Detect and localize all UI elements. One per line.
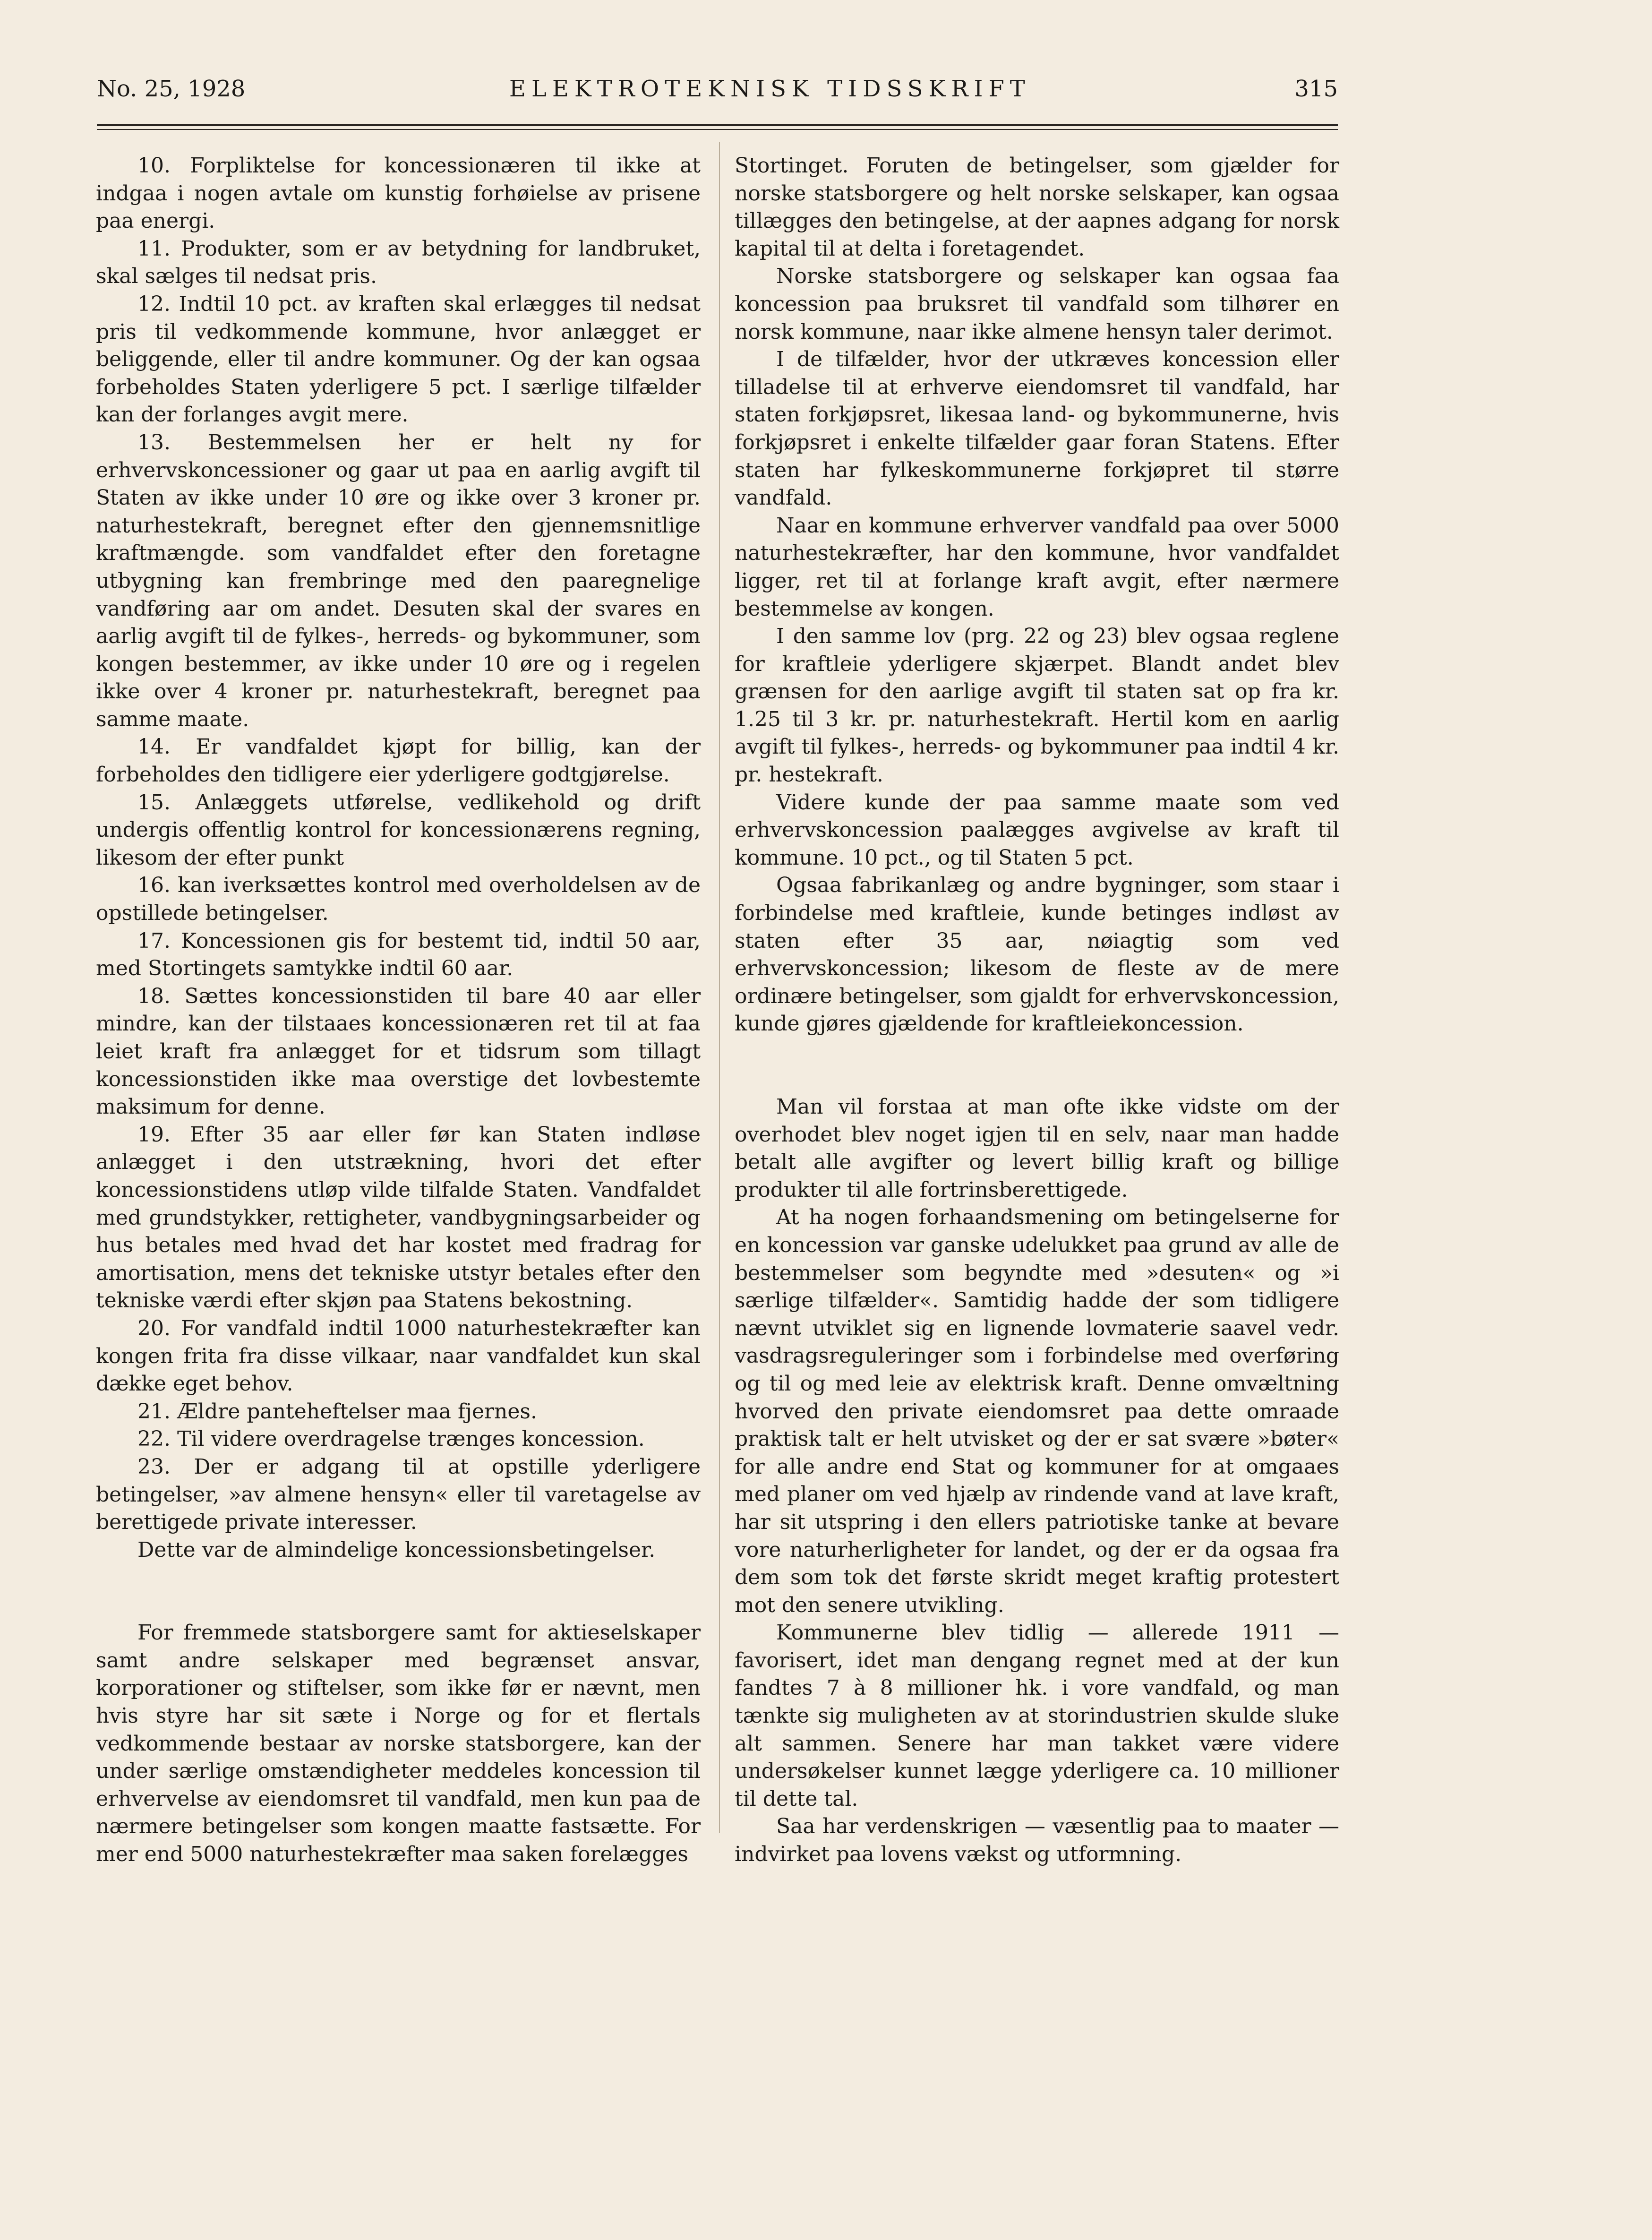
- page-number: 315: [1294, 76, 1338, 102]
- paragraph: 10. Forpliktelse for koncessionæren til ikke at indgaa i nogen avtale om kunstig forhøielse av prisene paa energi.: [96, 154, 701, 233]
- header-rule-thin: [97, 129, 1338, 130]
- paragraph: 15. Anlæggets utførelse, vedlikehold og drift undergis offentlig kontrol for koncessionærens regning, likesom der efter punkt: [96, 790, 701, 870]
- paragraph: I de tilfælder, hvor der utkræves koncession eller tilladelse til at erhverve eiendomsret til vandfald, har staten forkjøpsret, likesaa land- og bykommunerne, hvis forkjøpsret i enkelte tilfælder gaar foran Statens. Efter staten har fylkeskommunerne forkjøpret til større vandfald.: [735, 347, 1339, 510]
- paragraph: 11. Produkter, som er av betydning for landbruket, skal sælges til nedsat pris.: [96, 236, 701, 289]
- paragraph: 14. Er vandfaldet kjøpt for billig, kan der forbeholdes den tidligere eier yderligere godtgjørelse.: [96, 735, 701, 787]
- paragraph: 17. Koncessionen gis for bestemt tid, indtil 50 aar, med Stortingets samtykke indtil 60 aar.: [96, 928, 701, 981]
- paragraph: At ha nogen forhaandsmening om betingelserne for en koncession var ganske udelukket paa grund av alle de bestemmelser som begyndte med »desuten« og »i særlige tilfælder«. Samtidig hadde der som tidligere nævnt utviklet sig en lignende lovmaterie saavel vedr. vasdragsreguleringer som i forbindelse med overføring og til og med leie av elektrisk kraft. Denne omvæltning hvorved den private eiendomsret paa dette omraade praktisk talt er helt utvisket og der er sat svære »bøter« for alle andre end Stat og kommuner for at omgaaes med planer om ved hjælp av rindende vand at lave kraft, har sit utspring i den ellers patriotiske tanke at bevare vore naturherligheter for landet, og der er da ogsaa fra dem som tok det første skridt meget kraftig protestert mot den senere utvikling.: [735, 1205, 1339, 1617]
- running-header: [97, 76, 1338, 109]
- paragraph: 21. Ældre panteheftelser maa fjernes.: [137, 1399, 537, 1424]
- paragraph: 13. Bestemmelsen her er helt ny for erhvervskoncessioner og gaar ut paa en aarlig avgift til Staten av ikke under 10 øre og ikke over 3 kroner pr. naturhestekraft, beregnet efter den gjennemsnitlige kraftmængde. som vandfaldet efter den foretagne utbygning kan frembringe med den paaregnelige vandføring aar om andet. Desuten skal der svares en aarlig avgift til de fylkes-, herreds- og bykommuner, som kongen bestemmer, av ikke under 10 øre og i regelen ikke over 4 kroner pr. naturhestekraft, beregnet paa samme maate.: [96, 430, 701, 731]
- paragraph: 20. For vandfald indtil 1000 naturhestekræfter kan kongen frita fra disse vilkaar, naar vandfaldet kun skal dække eget behov.: [96, 1316, 701, 1396]
- paragraph: Dette var de almindelige koncessionsbetingelser.: [137, 1537, 656, 1562]
- paragraph: Man vil forstaa at man ofte ikke vidste om der overhodet blev noget igjen til en selv, naar man hadde betalt alle avgifter og levert billig kraft og billige produkter til alle fortrinsberettigede.: [735, 1095, 1339, 1202]
- paragraph: Ogsaa fabrikanlæg og andre bygninger, som staar i forbindelse med kraftleie, kunde betinges indløst av staten efter 35 aar, nøiagtig som ved erhvervskoncession; likesom de fleste av de mere ordinære betingelser, som gjaldt for erhvervskoncession, kunde gjøres gjældende for kraftleiekoncession.: [735, 873, 1339, 1036]
- paragraph: 16. kan iverksættes kontrol med overholdelsen av de opstillede betingelser.: [96, 873, 701, 926]
- paragraph: Videre kunde der paa samme maate som ved erhvervskoncession paalægges avgivelse av kraft til kommune. 10 pct., og til Staten 5 pct.: [735, 790, 1339, 870]
- issue-label: No. 25, 1928: [97, 76, 246, 102]
- paragraph: I den samme lov (prg. 22 og 23) blev ogsaa reglene for kraftleie yderligere skjærpet. Blandt andet blev grænsen for den aarlige avgift til staten sat op fra kr. 1.25 til 3 kr. pr. naturhestekraft. Hertil kom en aarlig avgift til fylkes-, herreds- og bykommuner paa indtil 4 kr. pr. hestekraft.: [735, 624, 1339, 787]
- journal-title: ELEKTROTEKNISK TIDSSKRIFT: [509, 76, 1031, 102]
- left-column: [96, 152, 701, 1869]
- paragraph: Naar en kommune erhverver vandfald paa over 5000 naturhestekræfter, har den kommune, hvor vandfaldet ligger, ret til at forlange kraft avgit, efter nærmere bestemmelse av kongen.: [735, 513, 1339, 621]
- paragraph: For fremmede statsborgere samt for aktieselskaper samt andre selskaper med begrænset ansvar, korporationer og stiftelser, som ikke før er nævnt, men hvis styre har sit sæte i Norge og for et flertals vedkommende bestaar av norske statsborgere, kan der under særlige omstændigheter meddeles koncession til erhvervelse av eiendomsret til vandfald, men kun paa de nærmere betingelser som kongen maatte fastsætte. For mer end 5000 naturhestekræfter maa saken forelægges: [96, 1621, 701, 1867]
- paragraph: Norske statsborgere og selskaper kan ogsaa faa koncession paa bruksret til vandfald som tilhører en norsk kommune, naar ikke almene hensyn taler derimot.: [735, 264, 1339, 344]
- right-column: [735, 152, 1339, 1869]
- column-separator: [719, 142, 720, 1833]
- paragraph: 18. Sættes koncessionstiden til bare 40 aar eller mindre, kan der tilstaaes koncessionæren ret til at faa leiet kraft fra anlægget for et tidsrum som tillagt koncessionstiden ikke maa overstige det lovbestemte maksimum for denne.: [96, 984, 701, 1119]
- paragraph: Stortinget. Foruten de betingelser, som gjælder for norske statsborgere og helt norske selskaper, kan ogsaa tillægges den betingelse, at der aapnes adgang for norsk kapital til at delta i foretagendet.: [735, 154, 1339, 261]
- paragraph: Kommunerne blev tidlig — allerede 1911 — favorisert, idet man dengang regnet med at der kun fandtes 7 à 8 millioner hk. i vore vandfald, og man tænkte sig muligheten av at storindustrien skulde sluke alt sammen. Senere har man takket være videre undersøkelser kunnet lægge yderligere ca. 10 millioner til dette tal.: [735, 1621, 1339, 1811]
- paragraph: Saa har verdenskrigen — væsentlig paa to maater — indvirket paa lovens vækst og utformning.: [735, 1814, 1339, 1867]
- paragraph: 19. Efter 35 aar eller før kan Staten indløse anlægget i den utstrækning, hvori det efter koncessionstidens utløp vilde tilfalde Staten. Vandfaldet med grundstykker, rettigheter, vandbygningsarbeider og hus betales med hvad det har kostet med fradrag for amortisation, mens det tekniske utstyr betales efter den tekniske værdi efter skjøn paa Statens bekostning.: [96, 1122, 701, 1313]
- paragraph: 23. Der er adgang til at opstille yderligere betingelser, »av almene hensyn« eller til varetagelse av berettigede private interesser.: [96, 1454, 701, 1535]
- paragraph: 22. Til videre overdragelse trænges koncession.: [137, 1427, 645, 1451]
- paragraph: 12. Indtil 10 pct. av kraften skal erlægges til nedsat pris til vedkommende kommune, hvor anlægget er beliggende, eller til andre kommuner. Og der kan ogsaa forbeholdes Staten yderligere 5 pct. I særlige tilfælder kan der forlanges avgit mere.: [96, 292, 701, 427]
- header-rule-thick: [97, 124, 1338, 126]
